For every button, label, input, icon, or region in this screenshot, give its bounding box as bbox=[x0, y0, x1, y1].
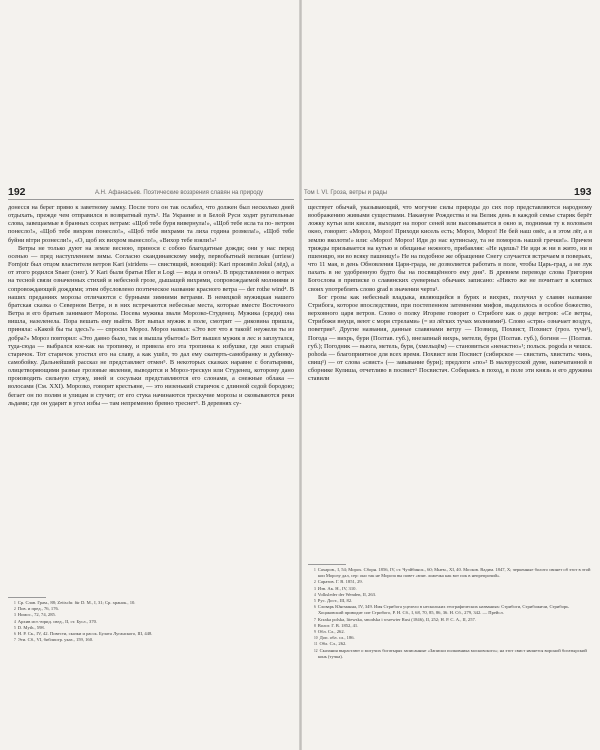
header-rule bbox=[8, 199, 294, 200]
page-number: 192 bbox=[8, 186, 26, 198]
footnote-number: 12 bbox=[314, 648, 318, 653]
footnote-text: Волог. Г. В. 1852, 41. bbox=[317, 622, 359, 628]
right-page bbox=[302, 0, 600, 750]
footnote-text: Н. Р. Ск., IV, 42. Повести, сказки и расск. Булата Луганского, III, 448. bbox=[17, 631, 153, 637]
body-text bbox=[308, 204, 592, 383]
footnote-number: 8 bbox=[314, 623, 316, 628]
paragraph: донесся на берег прямо к заветному замку. После того он так ослабел, что должен был несколько дней отдыхать, прежде чем отправился в возвратный путь¹. На Украине и в Белой Руси ходят ругательные слова, завещаемые в бранных ссорах ветрам: «Щоб тебе буря вивернула!», «Щоб тебе ясла та по‑ ветром понесло!», «Щоб тебе вихром понесло!», «Щоб тебе вихрами та лиха година розмела!», «Щоб тебе буйни вітри рознесли!», «О, щоб их вихром вынесло!», «Вихор тебе взяли!»² bbox=[8, 204, 294, 244]
footnote-number: 7 bbox=[14, 638, 16, 643]
running-head: А.Н. Афанасьев. Поэтические воззрения славян на природу bbox=[95, 190, 263, 196]
footnote-rule bbox=[8, 597, 46, 598]
footnote-number: 10 bbox=[314, 636, 318, 641]
footnote-number: 1 bbox=[314, 568, 316, 572]
footnotes bbox=[8, 600, 294, 643]
footnote bbox=[8, 637, 294, 643]
footnote-text: Рус. Дост., III, 82. bbox=[317, 598, 353, 604]
footnote-text: Словарь Юнгманна, IV, 349. Имя Стрибога уцелело в нескольких географических названиях: Стрибоги, Стрибожичи, Стриборь. Хоцаковский приводит сие Стрибого, Р. Н. Сб., I, 68, 70, 85, 86, 36. Н. Сб., 279, 342. — Прейсл. bbox=[317, 604, 570, 616]
footnote-number: 7 bbox=[314, 617, 316, 622]
running-head: Том I. VI. Гроза, ветры и рады bbox=[304, 190, 388, 196]
footnote-number: 6 bbox=[314, 605, 316, 610]
paragraph: Ветры не только дуют на земле весною, принося с собою благодатные дожди; они у нас перед осенью — пред наступлением зимы. Согласно скандинавскому мифу, первобытный великан (urriese) Fornjotr был отцом властителя ветров Kari (stridens — свистящий, воющий): Kari произвёл Jokul (лёд), а от этого родился Snaer (снег). У Kari были братья Hler и Logi — вода и огонь³. В представлении о ветрах на тесной связи означенных стихий и небесной грозе, дышащей вихрями, сопровождаемой молниями и сопровождающей дождями; этим обусловлено поэтическое название красного ветра — der rothe wind⁴. В наших преданиях морозы отличаются с бурными зимними ветрами. В немецкой мужицкая нашего братская сказка о Северном Ветре, и в них встречаются небесные места, которые вместе Восточного Ветра и его братьев занимают Морозы. Посева мужика звали Морозко-Студенец. Мужика (среди) она вишла, назеленела. Пора вешать ему выйти. Вот выпал мужик в поле, смотрит — диковина пришла, приняла: «Какой бы ты здесь?» — спросил Мороз. Мороз назвал: «Это вот что я такой! неужели ты из добра?» Мороз повторил: «Это давно было, так и вышла убыток!» Вот вышел мужик в лес и заплутался, туда-сюда — выбрался кое-как на тропинку, и привела его эта тропинка к избушке, где жил старый старичок. Тот старичок угостил его на славу, а как ушёл, то дал ему скатерть-самобранку и дубинку-самобойку. Дальнейший рассказ не представляет отмен⁵. В некоторых сказках наравне с богатырями, олицетворяющими разные грозовые явления, выводится и Мороз-трескун или Студенец, которому дано производить сильную стужу, иней и сосульки представляются его слонами, а снежные облака — волосами (См. XXI). Морозко, говорят крестьяне, — это низенький старичок с длинной седой бородою; бегает он по полям и улицам и стучит; от его стука начинаются трескучие морозы и сковываются реки льдами; где он ударит в угол избы — там непременно бревно треснет⁶. В деревнях су- bbox=[8, 244, 294, 407]
footnote-number: 2 bbox=[314, 580, 316, 585]
footnote-number: 3 bbox=[314, 586, 316, 591]
footnote-text: Сказания вырастают о могучих богатырях записанные «Записки полковника московского»; на этот свист является вороной богатырский конь (тучка). bbox=[318, 647, 587, 659]
footnote-text: Обл. Сл., 262. bbox=[319, 641, 347, 647]
footnote-text: Номос., 72, 74, 285. bbox=[17, 612, 56, 618]
footnote-rule bbox=[308, 564, 346, 565]
footnote-text: Изв. Ак. Н., IV, 310. bbox=[317, 585, 357, 591]
footnote-text: Ср. Слав. Грам., 88; Zeitschr. für D. M., I, 31; Ср. хранок., 10. bbox=[17, 600, 136, 605]
footnote-text: Доп. обл. сл., 186. bbox=[319, 635, 355, 641]
footnote-text: Krzaka polska, litewska, smodska i wsrewier Rusi (1846), II, 252; Н. Р. С. А., II, 257. bbox=[317, 616, 476, 622]
footnote-number: 11 bbox=[314, 642, 318, 647]
footnote-number: 6 bbox=[14, 632, 16, 637]
footnote-text: Пов. и пред., 76, 176. bbox=[17, 606, 59, 612]
footnote-number: 9 bbox=[314, 630, 316, 635]
footnote bbox=[308, 567, 592, 579]
page-number: 193 bbox=[574, 186, 592, 198]
footnote-text: Архив ист.-юрид. свед., II, ст. Бусл., 370. bbox=[17, 618, 98, 624]
footnote-number: 1 bbox=[14, 601, 16, 605]
footnote-text: D. Myth., 598. bbox=[17, 624, 45, 630]
paragraph: Бог грозы как небесный владыка, являющийся в бурях и вихрях, получил у славян название Стрибога, которое впоследствии, при постепенном затемнении мифов, выделилось в особое божество, верховного царя ветров. Слово о полку Игореве говорит о Стрибоге как о деде ветров: «Се ветры, Стрибожи внуци, веют с моря стрелами» (= из лёгких тучах молниями²). Слово «стри» означает воздух, поветрие³. Другие названия, данные славянами ветру — Позвизд, Похвист, Похвист (гроз. тучи¹), Погода — вихрь, бури (Полтав. губ.), внезапный вихрь, метели, бури (Полтав. губ.), богиня — (Полтав. губ.); Погодник — вьюга, метель, буря, (хмельцём) — становиться «ненастно»¹; польск. pogoda и чешск. pohoda — благоприятное для всех время. Похвист или Посвист (сибирское — свистать, хвистать: чинь, свищ¹) — от слова «свист» (— завывание бури); предлоги «по»² В малорусской думе, напечатанной в сборнике Кулиша, отчетливо в посвист¹ Посвистач. Собираясь в поход, в поле эти князь и его дружина ставили bbox=[308, 293, 592, 383]
footnote-number: 4 bbox=[314, 592, 316, 597]
footnote-number: 5 bbox=[14, 625, 16, 630]
header-rule bbox=[304, 199, 590, 200]
footnote-number: 4 bbox=[14, 619, 16, 624]
footnote bbox=[308, 604, 592, 616]
footnote-text: Обл. Сл., 262. bbox=[317, 629, 345, 635]
footnote bbox=[308, 648, 592, 660]
footnotes bbox=[308, 567, 592, 660]
footnote-number: 5 bbox=[314, 599, 316, 604]
footnote-number: 3 bbox=[14, 613, 16, 618]
left-page bbox=[0, 0, 299, 750]
footnote-text: Эти. Сб., VI, библиогр. указ., 159, 160. bbox=[17, 637, 94, 643]
footnote-text: Саратов. Г. В. 1851, 29. bbox=[317, 579, 363, 585]
paragraph: ществует обычай, указывающий, что могучие силы природы до сих пор представляются народному воображению живыми существами. Накануне Рождества и на Велик день в каждой семье старик берёт ложку кутьи или киселя, выходит на порог сеней или высовывается в окно и, поднимая ту к воловьем окно, говорит: «Мороз, Мороз! Приходи кисель есть; Мороз, Мороз! Не бей наш овёс, а в этом лёг, а в землю вколоти!» или: «Мороз! Мороз! Иди до нас кутинську, та не поморозь нашой гречки!». Причем трижды призывается на кутью и обещанье нежного, прибавляя: «Не идешь? Не иди ж ни в жито, ни в пшеницю, ни во всяку пашницу!» Не на подобное же обращение Снегу случается встречаем в поверьях, что 11 мая, в день Обновления Царя-града, не дозволяется работать в поле, чтобы Царь-град, а не лук пахать в не удобренную будто бы на посвящённого ему дня⁷. В древнем переводе слова Григория Богослова в приписке о славянских суеверных обычаях записано: «Никто же не почитает в клятвах своих употреблять слово grad в значении черта¹. bbox=[308, 204, 592, 293]
footnote-number: 2 bbox=[14, 607, 16, 612]
body-text bbox=[8, 204, 294, 408]
footnote-text: Volksleder der Wenden, II, 263. bbox=[317, 591, 377, 597]
footnote-text: Сахаров., I, 54; Морох. Сборн. 1856, IV, ст. Чуэйбинск., 60; Мнем., XI, 40. Москов. Вадим. 1847, X; черкенные болото свинет об этот в этой кои Морозу дал, сер: оно так не Мороза вы повет «взят. ложечка как вот пок в непрепрочий». bbox=[317, 567, 591, 579]
